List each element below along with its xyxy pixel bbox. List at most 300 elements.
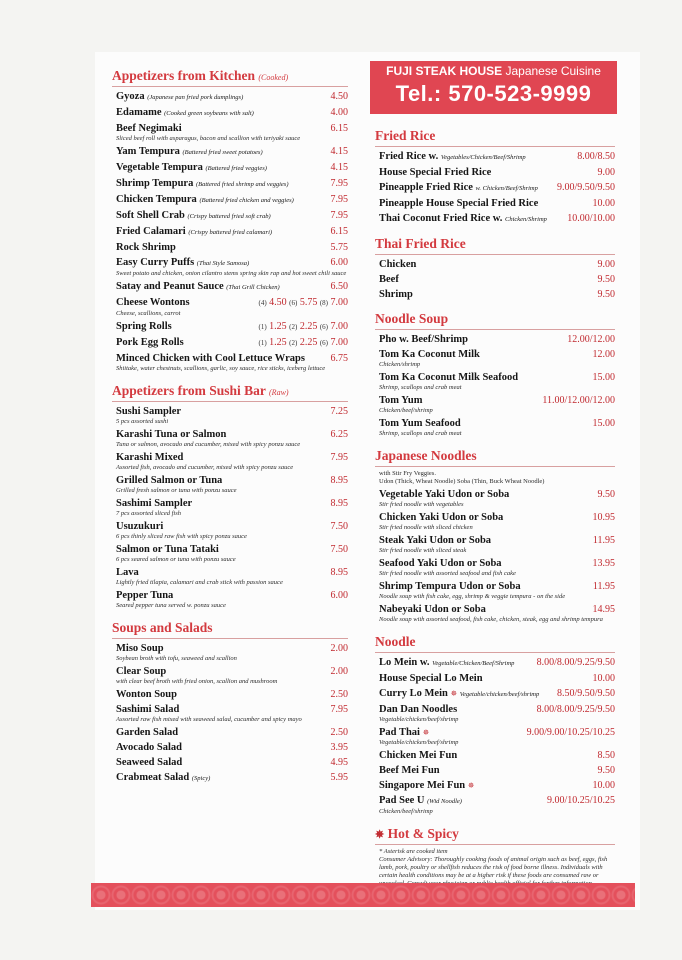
item-price: 9.00/10.25/10.25 xyxy=(546,795,615,806)
item-piece-count: (6) xyxy=(319,323,328,331)
item-name: Pineapple House Special Fried Rice xyxy=(379,198,539,209)
item-label xyxy=(116,642,164,655)
item-name: Sushi Sampler xyxy=(116,406,182,417)
item-label xyxy=(379,557,502,570)
item-description: Shrimp, scallops and crab meat xyxy=(379,384,462,391)
item-label xyxy=(116,497,192,510)
item-name: Nabeyaki Udon or Soba xyxy=(379,604,486,615)
item-note: (Thai Grill Chicken) xyxy=(226,284,280,291)
item-description: Tuna or salmon, avocado and cucumber, mixed with spicy ponzu sauce xyxy=(116,441,301,448)
item-label xyxy=(379,764,440,777)
item-label xyxy=(379,511,503,524)
menu-item[interactable] xyxy=(116,90,348,104)
item-price: 8.00/8.00/9.25/9.50 xyxy=(536,704,615,715)
item-label xyxy=(379,333,468,346)
item-price: 8.00/8.50 xyxy=(577,151,615,162)
item-label xyxy=(379,687,539,701)
item-price: 6.15 xyxy=(330,226,348,237)
item-name: Beef Mei Fun xyxy=(379,765,440,776)
item-label xyxy=(116,280,280,294)
menu-item[interactable] xyxy=(379,150,615,164)
list-noodle-soup xyxy=(375,333,615,438)
menu-item[interactable] xyxy=(116,122,348,143)
section-title-appetizers-sushi: Appetizers from Sushi Bar (Raw) xyxy=(112,383,348,402)
item-name: Soft Shell Crab xyxy=(116,210,185,221)
item-note: (Crispy battered fried calamari) xyxy=(188,229,273,236)
section-title-hot-spicy: ✵ Hot & Spicy xyxy=(375,826,615,845)
item-name: Sashimi Sampler xyxy=(116,498,193,509)
item-label xyxy=(116,474,222,487)
item-price: 10.95 xyxy=(592,512,615,523)
item-label xyxy=(116,771,210,785)
item-price: 4.00 xyxy=(330,107,348,118)
item-label xyxy=(379,150,526,164)
menu-item[interactable] xyxy=(379,794,615,816)
item-name: Seaweed Salad xyxy=(116,757,183,768)
item-name: Garden Salad xyxy=(116,727,179,738)
list-appetizers-kitchen-multi xyxy=(112,296,348,350)
item-name: Avocado Salad xyxy=(116,742,183,753)
item-label xyxy=(116,589,173,602)
item-description: Stir fried noodle with vegetables xyxy=(379,501,464,508)
item-description: Sliced beef roll with asparagus, bacon and scallion with teriyaki sauce xyxy=(116,135,301,142)
menu-item[interactable] xyxy=(379,288,615,301)
item-description: Lightly fried tilapia, calamari and crab stick with passion sauce xyxy=(116,579,283,586)
item-price: 9.00/9.00/10.25/10.25 xyxy=(526,727,615,738)
item-name: Singapore Mei Fun xyxy=(379,780,466,791)
item-name: Salmon or Tuna Tataki xyxy=(116,544,219,555)
item-label xyxy=(116,451,183,464)
menu-item[interactable] xyxy=(116,474,348,495)
item-label xyxy=(116,428,226,441)
item-price: 13.95 xyxy=(592,558,615,569)
item-name: Beef Negimaki xyxy=(116,123,182,134)
item-description: Shrimp, scallops and crab meat xyxy=(379,430,462,437)
section-title-japanese-noodles: Japanese Noodles xyxy=(375,448,615,467)
item-price: 9.50 xyxy=(597,274,615,285)
list-appetizers-sushi xyxy=(112,405,348,610)
item-description: Vegetable/chicken/beef/shrimp xyxy=(379,739,459,746)
menu-item[interactable] xyxy=(379,749,615,762)
item-name: Chicken Tempura xyxy=(116,194,197,205)
item-name: Miso Soup xyxy=(116,643,164,654)
menu-item[interactable] xyxy=(379,488,615,509)
menu-item[interactable] xyxy=(116,145,348,159)
item-description: with clear beef broth with fried onion, scallion and mushroom xyxy=(116,678,278,685)
menu-item[interactable] xyxy=(116,193,348,207)
item-name: Sashimi Salad xyxy=(116,704,180,715)
menu-item[interactable] xyxy=(116,642,348,663)
item-label xyxy=(116,90,243,104)
menu-item[interactable] xyxy=(116,352,348,373)
item-price: 8.95 xyxy=(330,475,348,486)
menu-item[interactable] xyxy=(379,166,615,179)
item-note: w. Chicken/Beef/Shrimp xyxy=(475,185,538,192)
item-label xyxy=(379,580,521,593)
item-price: 5.75 xyxy=(299,297,318,308)
item-label xyxy=(379,417,461,430)
item-name: Clear Soup xyxy=(116,666,167,677)
item-note: (Battered fried veggies) xyxy=(205,165,267,172)
item-label xyxy=(116,209,271,223)
item-note: (Battered fried chicken and veggies) xyxy=(199,197,294,204)
item-price: 9.50 xyxy=(597,289,615,300)
item-name: Tom Yum Seafood xyxy=(379,418,461,429)
item-piece-count: (8) xyxy=(319,299,328,307)
item-description: Seared pepper tuna served w. ponzu sauce xyxy=(116,602,226,609)
item-price: 3.95 xyxy=(330,742,348,753)
item-label xyxy=(379,488,509,501)
menu-item[interactable] xyxy=(379,348,615,369)
item-label xyxy=(379,749,457,762)
item-description: Stir fried noodle with sliced steak xyxy=(379,547,467,554)
item-price: 7.95 xyxy=(330,210,348,221)
item-label xyxy=(379,273,399,286)
item-name: Seafood Yaki Udon or Soba xyxy=(379,558,502,569)
menu-item[interactable] xyxy=(379,258,615,271)
item-price: 6.00 xyxy=(330,590,348,601)
item-note: (Battered fried sweet potatoes) xyxy=(182,149,263,156)
item-note: Vegetable/chicken/beef/shrimp xyxy=(459,691,540,698)
item-name: Tom Ka Coconut Milk xyxy=(379,349,480,360)
item-price: 8.95 xyxy=(330,567,348,578)
item-price: 7.95 xyxy=(330,194,348,205)
menu-item[interactable] xyxy=(379,672,615,685)
item-piece-count: (2) xyxy=(289,323,298,331)
item-label xyxy=(379,794,462,808)
item-price: 8.95 xyxy=(330,498,348,509)
menu-item[interactable] xyxy=(116,726,348,739)
item-price: 7.95 xyxy=(330,178,348,189)
item-price: 8.00/8.00/9.25/9.50 xyxy=(536,657,615,668)
section-title-noodle: Noodle xyxy=(375,634,615,653)
item-label xyxy=(379,258,416,271)
item-name: Spring Rolls xyxy=(116,321,172,332)
item-price: 2.00 xyxy=(330,666,348,677)
menu-item[interactable] xyxy=(379,726,615,747)
item-label xyxy=(116,726,178,739)
item-note: Chicken/Shrimp xyxy=(505,216,547,223)
item-label xyxy=(116,405,181,418)
item-description: Chicken/beef/shrimp xyxy=(379,407,433,414)
item-price: 7.25 xyxy=(330,406,348,417)
list-japanese-noodles xyxy=(375,488,615,624)
item-price: 10.00 xyxy=(592,673,615,684)
item-name: Shrimp Tempura Udon or Soba xyxy=(379,581,521,592)
item-name: Karashi Tuna or Salmon xyxy=(116,429,227,440)
item-price: 10.00 xyxy=(592,198,615,209)
item-label xyxy=(379,288,413,301)
item-price: 7.00 xyxy=(330,297,348,308)
item-price: 9.00 xyxy=(597,259,615,270)
item-piece-count: (1) xyxy=(258,323,267,331)
item-price-options xyxy=(258,296,348,310)
item-note: (Wid Noodle) xyxy=(427,798,462,805)
item-name: Tom Ka Coconut Milk Seafood xyxy=(379,372,519,383)
item-price: 7.00 xyxy=(330,337,348,348)
item-name: House Special Lo Mein xyxy=(379,673,483,684)
menu-item[interactable] xyxy=(116,106,348,120)
item-price: 2.50 xyxy=(330,727,348,738)
item-label xyxy=(379,181,538,195)
item-label xyxy=(379,703,457,716)
menu-item[interactable] xyxy=(379,333,615,346)
item-name: Thai Coconut Fried Rice w. xyxy=(379,213,503,224)
item-label xyxy=(116,161,267,175)
menu-item[interactable] xyxy=(379,197,615,210)
item-description: Chicken/shrimp xyxy=(379,361,421,368)
menu-item[interactable] xyxy=(379,557,615,578)
menu-item[interactable] xyxy=(116,756,348,769)
item-name: Chicken xyxy=(379,259,417,270)
item-price: 8.50/9.50/9.50 xyxy=(556,688,615,699)
item-description: Sweet potato and chicken, onion cilantro stems spring skin rap and hot sweet chili sauce xyxy=(116,270,347,277)
item-label xyxy=(116,688,177,701)
menu-item[interactable] xyxy=(379,656,615,670)
item-label xyxy=(116,145,263,159)
item-name: Usuzukuri xyxy=(116,521,164,532)
menu-item[interactable] xyxy=(116,771,348,785)
item-name: Pho w. Beef/Shrimp xyxy=(379,334,468,345)
menu-item[interactable] xyxy=(116,209,348,223)
item-name: Fried Rice w. xyxy=(379,151,439,162)
item-label xyxy=(116,741,182,754)
item-price: 6.75 xyxy=(330,353,348,364)
menu-item[interactable] xyxy=(379,273,615,286)
item-name: Pepper Tuna xyxy=(116,590,174,601)
menu-item[interactable] xyxy=(116,497,348,518)
item-price: 4.15 xyxy=(330,146,348,157)
item-price: 15.00 xyxy=(592,418,615,429)
item-label xyxy=(379,779,474,792)
item-price: 9.00 xyxy=(597,167,615,178)
menu-item[interactable] xyxy=(379,687,615,701)
menu-item[interactable] xyxy=(379,212,615,226)
item-price: 12.00 xyxy=(592,349,615,360)
item-price: 5.95 xyxy=(330,772,348,783)
menu-item[interactable] xyxy=(379,603,615,624)
menu-item[interactable] xyxy=(379,764,615,777)
japanese-noodles-intro: with Stir Fry Veggies. Udon (Thick, Wheat Noodle) Soba (Thin, Buck Wheat Noodle) xyxy=(379,470,545,485)
menu-item[interactable] xyxy=(116,428,348,449)
item-name: Grilled Salmon or Tuna xyxy=(116,475,223,486)
item-price: 4.95 xyxy=(330,757,348,768)
menu-item[interactable] xyxy=(379,534,615,555)
list-thai-fried-rice xyxy=(375,258,615,301)
item-note: Vegetable/Chicken/Beef/Shrimp xyxy=(432,660,515,667)
item-piece-count: (6) xyxy=(319,339,328,347)
menu-item[interactable] xyxy=(116,543,348,564)
menu-item[interactable] xyxy=(116,589,348,610)
item-price: 11.95 xyxy=(592,535,615,546)
item-price-options xyxy=(258,336,348,350)
item-label xyxy=(116,520,163,533)
item-label xyxy=(379,534,491,547)
item-piece-count: (2) xyxy=(289,339,298,347)
menu-item[interactable] xyxy=(116,566,348,587)
phone-number: Tel.: 570-523-9999 xyxy=(395,81,592,106)
item-name: Edamame xyxy=(116,107,162,118)
item-label xyxy=(116,566,139,579)
item-price: 2.25 xyxy=(299,337,318,348)
item-name: Dan Dan Noodles xyxy=(379,704,458,715)
item-price: 14.95 xyxy=(592,604,615,615)
menu-item[interactable] xyxy=(116,280,348,294)
item-price: 6.15 xyxy=(330,123,348,134)
item-note: (Battered fried shrimp and veggies) xyxy=(195,181,289,188)
item-description: Shiitake, water chestnuts, scallions, garlic, soy sauce, rice sticks, iceberg lettuce xyxy=(116,365,326,372)
item-name: Steak Yaki Udon or Soba xyxy=(379,535,492,546)
item-price: 4.15 xyxy=(330,162,348,173)
item-name: Shrimp xyxy=(379,289,413,300)
menu-item[interactable] xyxy=(116,296,348,318)
item-description: Stir fried noodle with sliced chicken xyxy=(379,524,473,531)
item-name: Chicken Mei Fun xyxy=(379,750,458,761)
menu-item[interactable] xyxy=(116,520,348,541)
item-price: 10.00/10.00 xyxy=(567,213,615,224)
item-price: 9.50 xyxy=(597,489,615,500)
menu-item[interactable] xyxy=(116,451,348,472)
menu-item[interactable] xyxy=(116,161,348,175)
item-label xyxy=(116,256,249,270)
footer-decorative-band xyxy=(91,883,635,907)
item-description: Stir fried noodle with assorted seafood and fish cake xyxy=(379,570,516,577)
menu-item[interactable] xyxy=(116,336,348,350)
list-noodle xyxy=(375,656,615,816)
section-title-soups-salads: Soups and Salads xyxy=(112,620,348,639)
item-note: (Spicy) xyxy=(191,775,211,782)
item-price: 7.95 xyxy=(330,452,348,463)
item-label xyxy=(379,726,429,739)
item-price: 11.00/12.00/12.00 xyxy=(542,395,615,406)
consumer-advisory: Consumer Advisory: Thoroughly cooking foods of animal origin such as beef, eggs, fish lamb, pork, poultry or shellfish reduces the risk of food borne illness. Individuals with certain health conditions may be at a higher risk if these foods are consumed raw or xyxy=(379,856,608,879)
spicy-icon: ✵ xyxy=(422,728,430,737)
item-description: Cheese, scallions, carrot xyxy=(116,310,181,317)
item-label xyxy=(116,665,166,678)
item-label xyxy=(116,225,272,239)
item-name: Pad See U xyxy=(379,795,425,806)
item-description: 6 pcs seared salmon or tuna with ponzu sauce xyxy=(116,556,236,563)
item-label xyxy=(379,212,547,226)
item-name: Shrimp Tempura xyxy=(116,178,194,189)
item-price: 6.25 xyxy=(330,429,348,440)
item-name: Vegetable Tempura xyxy=(116,162,203,173)
item-name: Chicken Yaki Udon or Soba xyxy=(379,512,504,523)
item-note: (Cooked green soybeans with salt) xyxy=(164,110,254,117)
item-price: 2.25 xyxy=(299,321,318,332)
item-name: Vegetable Yaki Udon or Soba xyxy=(379,489,510,500)
item-name: Pork Egg Rolls xyxy=(116,337,184,348)
item-price: 4.50 xyxy=(269,297,287,308)
item-name: Fried Calamari xyxy=(116,226,186,237)
item-price: 1.25 xyxy=(269,321,287,332)
item-price: 12.00/12.00 xyxy=(567,334,615,345)
item-name: Lava xyxy=(116,567,139,578)
item-label xyxy=(379,197,538,210)
item-description: 6 pcs thinly sliced raw fish with spicy ponzu sauce xyxy=(116,533,247,540)
item-name: Wonton Soup xyxy=(116,689,177,700)
item-label xyxy=(379,166,491,179)
item-name: Karashi Mixed xyxy=(116,452,184,463)
item-piece-count: (1) xyxy=(258,339,267,347)
item-description: Grilled fresh salmon or tuna with ponzu sauce xyxy=(116,487,237,494)
menu-item[interactable] xyxy=(379,703,615,724)
item-label xyxy=(116,177,289,191)
menu-item[interactable] xyxy=(116,665,348,686)
item-price: 9.00/9.50/9.50 xyxy=(556,182,615,193)
menu-item[interactable] xyxy=(379,181,615,195)
item-price: 11.95 xyxy=(592,581,615,592)
item-price: 10.00 xyxy=(592,780,615,791)
item-price: 15.00 xyxy=(592,372,615,383)
item-label xyxy=(116,543,219,556)
menu-item[interactable] xyxy=(116,256,348,278)
item-price: 8.50 xyxy=(597,750,615,761)
menu-item[interactable] xyxy=(379,394,615,415)
item-price: 6.00 xyxy=(330,257,348,268)
item-name: Tom Yum xyxy=(379,395,423,406)
item-description: 5 pcs assorted sushi xyxy=(116,418,169,425)
item-price: 1.25 xyxy=(269,337,287,348)
menu-item[interactable] xyxy=(379,580,615,601)
menu-item[interactable] xyxy=(116,405,348,426)
menu-item[interactable] xyxy=(116,741,348,754)
menu-item[interactable] xyxy=(116,688,348,701)
item-name: Satay and Peanut Sauce xyxy=(116,281,224,292)
menu-item[interactable] xyxy=(116,177,348,191)
spicy-icon: ✵ xyxy=(467,781,475,790)
item-name: House Special Fried Rice xyxy=(379,167,492,178)
item-description: Vegetable/chicken/beef/shrimp xyxy=(379,716,459,723)
item-name: Cheese Wontons xyxy=(116,297,190,308)
item-price: 7.00 xyxy=(330,321,348,332)
list-fried-rice xyxy=(375,150,615,226)
item-name: Minced Chicken with Cool Lettuce Wraps xyxy=(116,353,305,364)
item-name: Beef xyxy=(379,274,399,285)
item-label xyxy=(379,394,422,407)
menu-item[interactable] xyxy=(379,417,615,438)
item-name: Yam Tempura xyxy=(116,146,180,157)
section-title-thai-fried-rice: Thai Fried Rice xyxy=(375,236,615,255)
left-column xyxy=(112,68,348,787)
item-note: (Japanese pan fried pork dumplings) xyxy=(147,94,244,101)
menu-item[interactable] xyxy=(116,320,348,334)
menu-item[interactable] xyxy=(379,371,615,392)
menu-item[interactable] xyxy=(379,779,615,792)
item-price: 2.00 xyxy=(330,643,348,654)
item-label xyxy=(116,756,182,769)
item-piece-count: (4) xyxy=(258,299,267,307)
section-title-noodle-soup: Noodle Soup xyxy=(375,311,615,330)
item-description: Noodle soup with fish cake, egg, shrimp & veggie tempura - on the side xyxy=(379,593,566,600)
item-name: Easy Curry Puffs xyxy=(116,257,195,268)
restaurant-header xyxy=(370,61,617,114)
item-description: 7 pcs assorted sliced fish xyxy=(116,510,181,517)
item-label xyxy=(116,241,176,254)
item-label xyxy=(379,656,514,670)
item-name: Pad Thai xyxy=(379,727,420,738)
menu-item[interactable] xyxy=(379,511,615,532)
item-price-options xyxy=(258,320,348,334)
item-label xyxy=(116,106,254,120)
menu-item[interactable] xyxy=(116,225,348,239)
item-label xyxy=(379,672,483,685)
item-description: Noodle soup with assorted seafood, fish cake, chicken, steak, egg and shrimp tempura xyxy=(379,616,603,623)
item-piece-count: (6) xyxy=(289,299,298,307)
menu-item[interactable] xyxy=(116,703,348,724)
asterisk-note: * Asterisk are cooked item xyxy=(379,848,448,855)
menu-item[interactable] xyxy=(116,241,348,254)
